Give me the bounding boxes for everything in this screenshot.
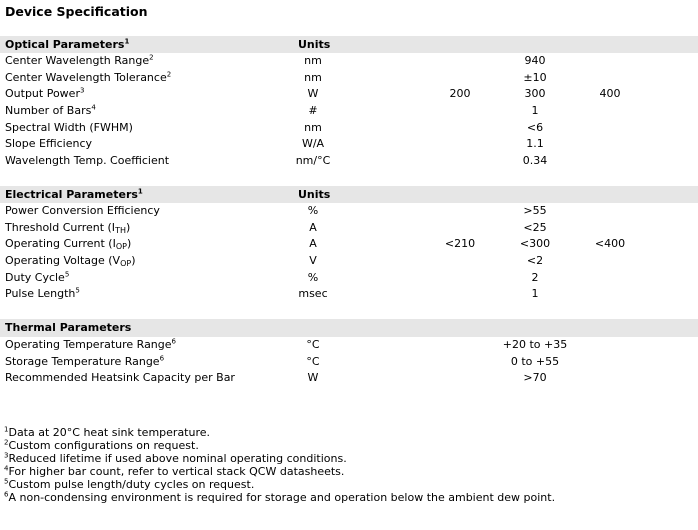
thermal-section (0, 319, 698, 387)
page-title: Device Specification (5, 4, 148, 19)
max-value: <400 (594, 237, 626, 251)
table-row (0, 286, 698, 303)
footnote-number: 5 (4, 477, 9, 486)
param-name (5, 53, 154, 70)
table-row (0, 136, 698, 153)
units-cell: msec (298, 287, 328, 301)
param-name (5, 236, 131, 253)
typ-value: >55 (523, 204, 547, 217)
units-cell: nm/°C (295, 154, 331, 168)
param-label: Center Wavelength Range (5, 54, 150, 67)
footnote-text: For higher bar count, refer to vertical stack QCW datasheets. (8, 465, 345, 478)
typ-value: 300 (524, 87, 546, 101)
typ-value: 1 (531, 104, 539, 118)
param-name (5, 153, 169, 170)
param-subscript: OP (120, 259, 132, 269)
typ-value: <2 (526, 254, 544, 268)
footnote-number: 1 (4, 425, 9, 434)
max-value: 400 (599, 87, 621, 101)
optical-rows (0, 53, 698, 170)
table-row (0, 354, 698, 371)
typ-value: 0 to +55 (510, 354, 560, 368)
param-name (5, 286, 80, 303)
table-row (0, 203, 698, 220)
typ-value: 940 (524, 54, 546, 67)
table-row (0, 86, 698, 103)
units-cell: A (309, 237, 317, 251)
footnote-text: A non-condensing environment is required for storage and operation below the ambient dew point. (8, 491, 556, 504)
footnote-ref: 3 (79, 86, 85, 95)
table-row (0, 370, 698, 387)
param-name (5, 203, 160, 220)
electrical-header-row (0, 186, 698, 203)
param-label: Operating Current (I (5, 237, 116, 251)
typ-value: +20 to +35 (502, 338, 568, 351)
footnote (4, 439, 555, 452)
footnote (4, 478, 555, 491)
table-row (0, 120, 698, 137)
footnote-number: 2 (4, 438, 9, 447)
param-suffix: ) (125, 220, 131, 234)
thermal-header: Thermal Parameters (5, 321, 132, 334)
units-cell: W/A (301, 137, 325, 151)
min-value: 200 (449, 87, 471, 101)
units-cell: # (308, 104, 318, 118)
table-row (0, 70, 698, 87)
optical-units-header: Units (298, 38, 331, 51)
footnote-ref: 5 (64, 270, 70, 279)
footnote (4, 452, 555, 465)
param-label: Slope Efficiency (5, 137, 93, 151)
footnote-number: 6 (4, 490, 9, 499)
table-row (0, 103, 698, 120)
optical-header: Optical Parameters$^1$ (5, 37, 130, 51)
footnote-ref: 2 (149, 53, 154, 62)
param-name (5, 103, 96, 120)
optical-section (0, 36, 698, 170)
footnote-ref: 6 (159, 354, 165, 363)
param-label: Storage Temperature Range (5, 354, 160, 368)
table-row (0, 220, 698, 237)
electrical-units-header: Units (298, 188, 331, 201)
optical-header-row (0, 36, 698, 53)
typ-value: ±10 (523, 70, 547, 84)
footnote (4, 465, 555, 478)
table-row (0, 270, 698, 287)
footnote-number: 3 (4, 451, 9, 460)
footnote-ref: 6 (171, 337, 176, 346)
electrical-section (0, 186, 698, 303)
param-label: Pulse Length (5, 287, 76, 301)
footnote-text: Data at 20°C heat sink temperature. (8, 426, 211, 439)
footnote-text: Reduced lifetime if used above nominal operating conditions. (8, 452, 347, 465)
param-label: Operating Temperature Range (5, 338, 172, 351)
footnote (4, 491, 555, 504)
param-label: Power Conversion Efficiency (5, 204, 160, 217)
units-cell: % (307, 270, 319, 284)
param-subscript: TH (115, 225, 126, 235)
footnote-ref: 4 (91, 103, 96, 112)
units-cell: nm (304, 70, 322, 84)
table-row (0, 236, 698, 253)
table-row (0, 53, 698, 70)
param-label: Duty Cycle (5, 270, 65, 284)
param-subscript: OP (115, 242, 127, 252)
typ-value: >70 (523, 371, 547, 385)
min-value: <210 (444, 237, 476, 251)
units-cell: °C (306, 354, 320, 368)
typ-value: 0.34 (522, 154, 548, 168)
param-name (5, 337, 176, 354)
units-cell: nm (304, 54, 322, 67)
param-name (5, 354, 164, 371)
typ-value: 2 (531, 270, 539, 284)
param-label: Wavelength Temp. Coefficient (5, 154, 170, 168)
units-cell: W (307, 87, 319, 101)
param-label: Threshold Current (I (5, 220, 116, 234)
footnote-text: Custom pulse length/duty cycles on request. (8, 478, 255, 491)
param-name (5, 136, 92, 153)
param-suffix: ) (131, 254, 136, 268)
param-label: Spectral Width (FWHM) (5, 120, 133, 134)
thermal-header-row (0, 319, 698, 337)
typ-value: 1.1 (526, 137, 544, 151)
footnote-ref: 2 (166, 70, 172, 79)
typ-value: <25 (523, 220, 547, 234)
param-suffix: ) (126, 237, 132, 251)
param-name (5, 270, 69, 287)
footnote (4, 426, 555, 439)
param-label: Output Power (5, 87, 80, 101)
footnote-text: Custom configurations on request. (8, 439, 199, 452)
units-cell: % (307, 204, 319, 217)
param-name (5, 70, 171, 87)
table-row (0, 153, 698, 170)
param-name (5, 120, 133, 137)
thermal-rows (0, 337, 698, 387)
param-name (5, 86, 84, 103)
footnote-number: 4 (4, 464, 9, 473)
table-row (0, 253, 698, 270)
electrical-rows (0, 203, 698, 303)
param-name (5, 253, 136, 270)
units-cell: A (309, 220, 317, 234)
units-cell: °C (306, 338, 320, 351)
typ-value: <300 (519, 237, 551, 251)
units-cell: V (309, 254, 317, 268)
param-label: Recommended Heatsink Capacity per Bar (5, 371, 235, 385)
footnotes (4, 426, 555, 504)
typ-value: <6 (526, 120, 544, 134)
table-row (0, 337, 698, 354)
param-name (5, 370, 235, 387)
units-cell: W (307, 371, 319, 385)
param-label: Operating Voltage (V (5, 254, 121, 268)
units-cell: nm (304, 120, 322, 134)
param-label: Number of Bars (5, 104, 92, 118)
electrical-header: Electrical Parameters$^1$ (5, 187, 143, 201)
footnote-ref: 5 (75, 286, 80, 295)
param-name (5, 220, 130, 237)
param-label: Center Wavelength Tolerance (5, 70, 167, 84)
typ-value: 1 (531, 287, 539, 301)
